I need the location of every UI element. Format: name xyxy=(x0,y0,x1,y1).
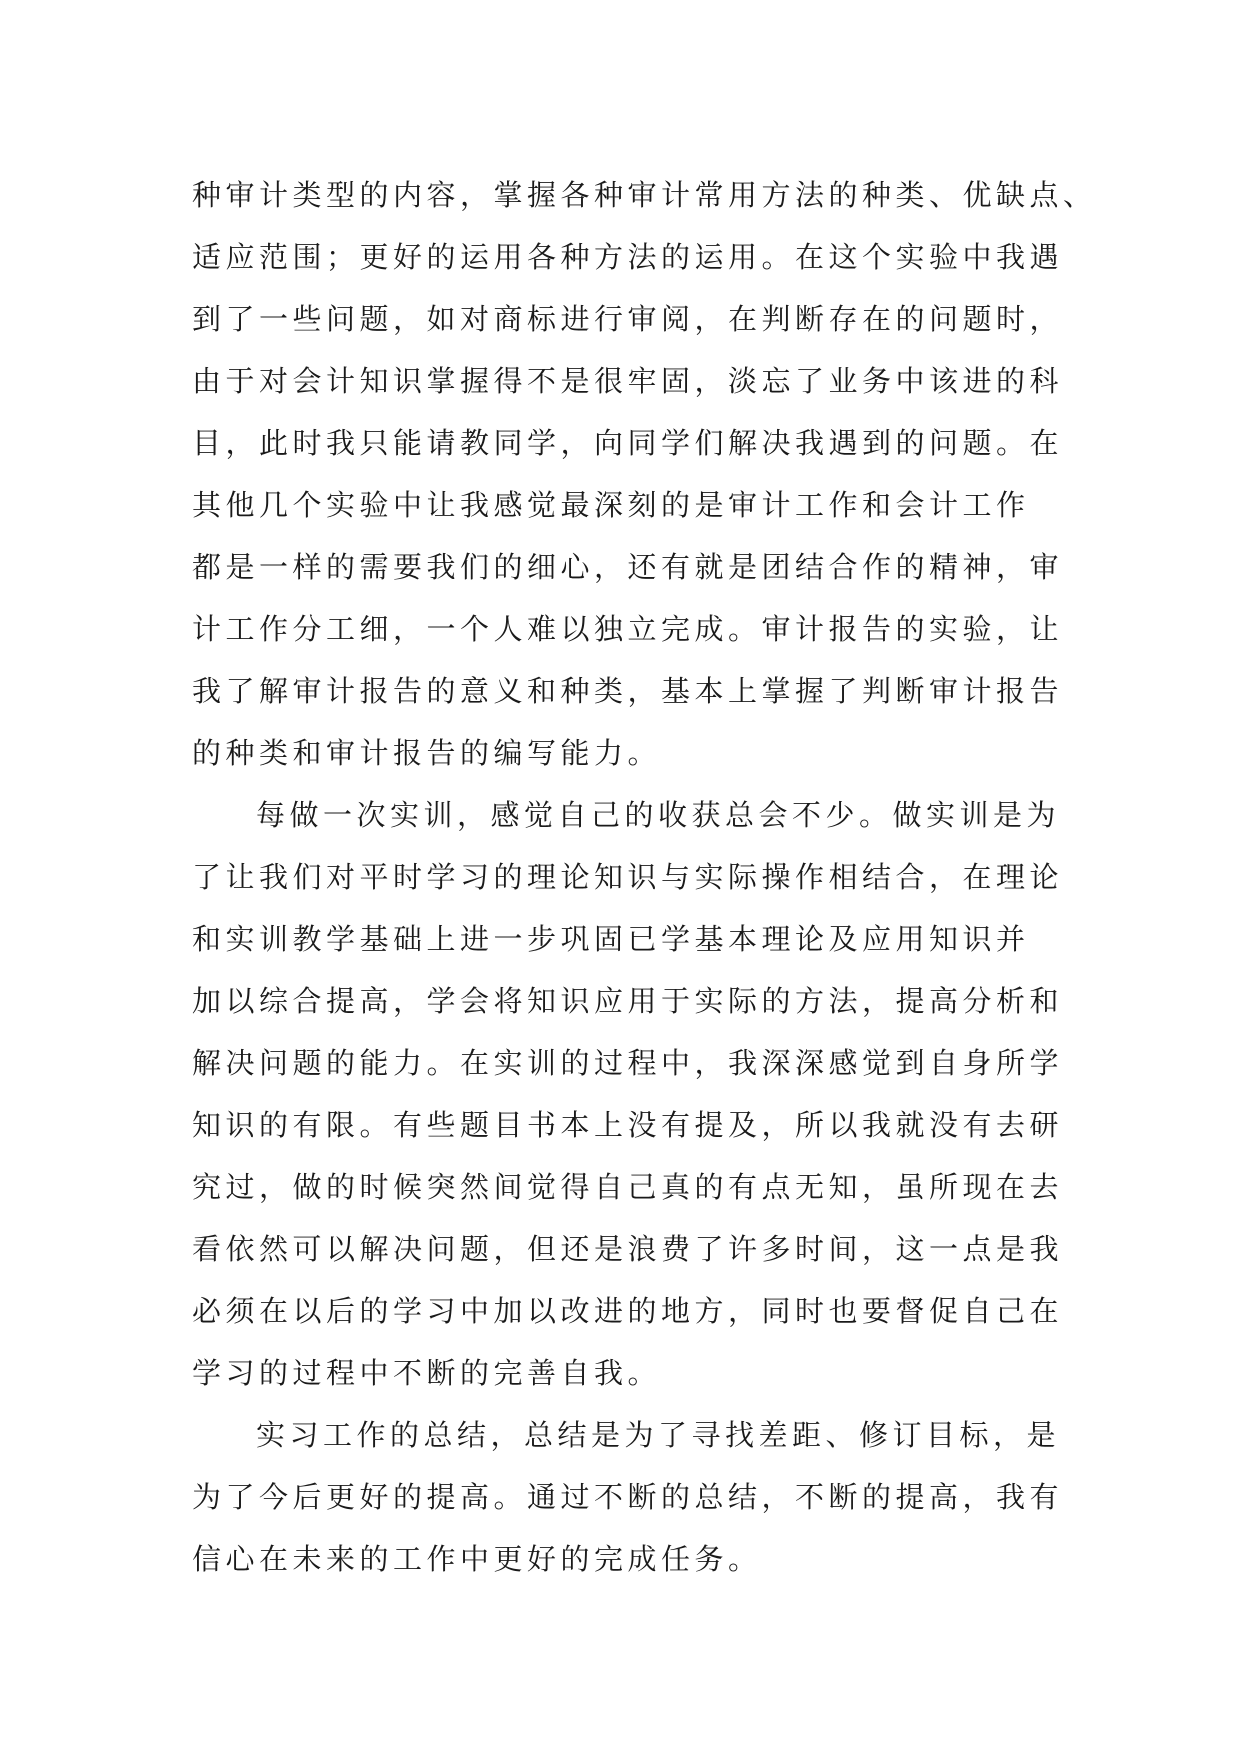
text-line: 了让我们对平时学习的理论知识与实际操作相结合，在理论 xyxy=(192,860,1064,894)
text-line: 信心在未来的工作中更好的完成任务。 xyxy=(192,1542,762,1576)
paragraph-3 xyxy=(192,1404,1072,1590)
text-line: 到了一些问题，如对商标进行审阅，在判断存在的问题时， xyxy=(192,302,1064,336)
text-line: 加以综合提高，学会将知识应用于实际的方法，提高分析和 xyxy=(192,984,1064,1018)
text-line: 学习的过程中不断的完善自我。 xyxy=(192,1356,662,1390)
text-line: 目，此时我只能请教同学，向同学们解决我遇到的问题。在 xyxy=(192,426,1064,460)
text-line: 都是一样的需要我们的细心，还有就是团结合作的精神，审 xyxy=(192,550,1064,584)
text-line: 知识的有限。有些题目书本上没有提及，所以我就没有去研 xyxy=(192,1108,1064,1142)
text-line: 由于对会计知识掌握得不是很牢固，淡忘了业务中该进的科 xyxy=(192,364,1064,398)
text-line: 每做一次实训，感觉自己的收获总会不少。做实训是为 xyxy=(256,798,1061,832)
text-line: 种审计类型的内容，掌握各种审计常用方法的种类、优缺点、 xyxy=(192,178,1097,212)
text-line: 的种类和审计报告的编写能力。 xyxy=(192,736,662,770)
text-line: 我了解审计报告的意义和种类，基本上掌握了判断审计报告 xyxy=(192,674,1064,708)
text-line: 必须在以后的学习中加以改进的地方，同时也要督促自己在 xyxy=(192,1294,1064,1328)
text-line: 其他几个实验中让我感觉最深刻的是审计工作和会计工作 xyxy=(192,488,1030,522)
document-body xyxy=(192,164,1097,1590)
text-line: 看依然可以解决问题，但还是浪费了许多时间，这一点是我 xyxy=(192,1232,1064,1266)
paragraph-1 xyxy=(192,164,1097,784)
text-line: 和实训教学基础上进一步巩固已学基本理论及应用知识并 xyxy=(192,922,1030,956)
text-line: 解决问题的能力。在实训的过程中，我深深感觉到自身所学 xyxy=(192,1046,1064,1080)
text-line: 适应范围；更好的运用各种方法的运用。在这个实验中我遇 xyxy=(192,240,1064,274)
text-line: 究过，做的时候突然间觉得自己真的有点无知，虽所现在去 xyxy=(192,1170,1064,1204)
text-line: 计工作分工细，一个人难以独立完成。审计报告的实验，让 xyxy=(192,612,1064,646)
text-line: 实习工作的总结，总结是为了寻找差距、修订目标，是 xyxy=(256,1418,1061,1452)
paragraph-2 xyxy=(192,784,1072,1404)
text-line: 为了今后更好的提高。通过不断的总结，不断的提高，我有 xyxy=(192,1480,1064,1514)
